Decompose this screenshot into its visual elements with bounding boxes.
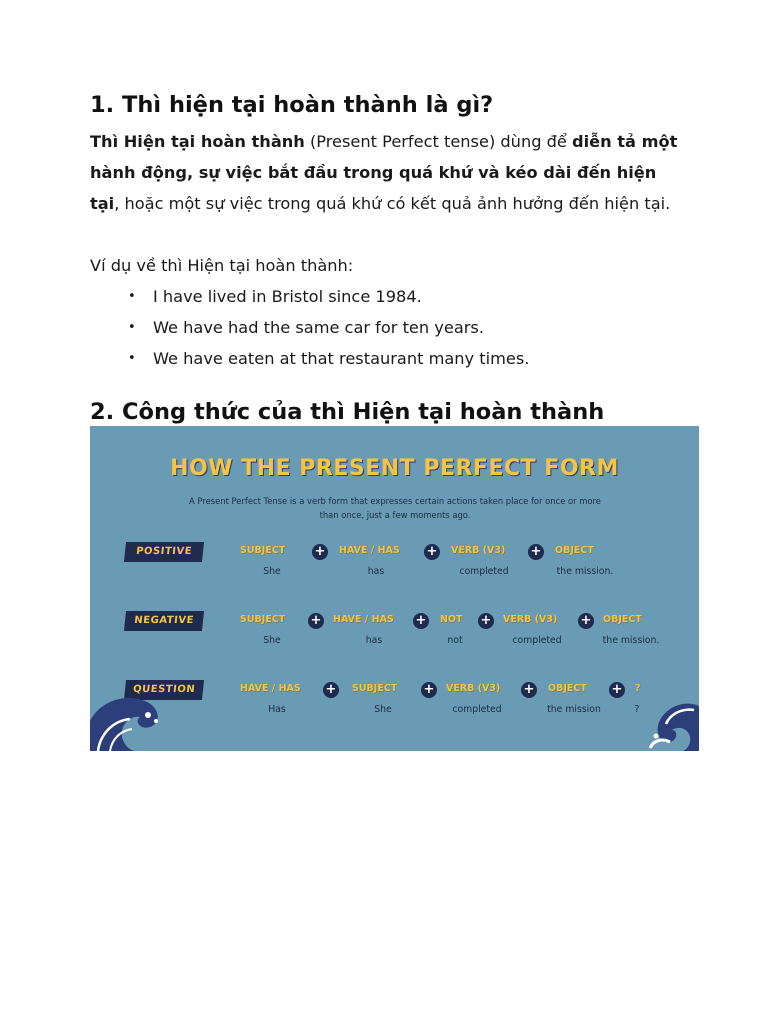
formula-part: HAVE / HAS <box>339 545 400 556</box>
row-label-question: QUESTION <box>124 680 204 700</box>
plus-icon: + <box>578 613 594 629</box>
definition-text-1: (Present Perfect tense) dùng để <box>304 132 573 151</box>
example-word: She <box>263 566 281 577</box>
plus-icon: + <box>421 682 437 698</box>
example-word: She <box>263 635 281 646</box>
formula-part: SUBJECT <box>240 614 286 625</box>
definition-bold-term: Thì Hiện tại hoàn thành <box>90 132 305 151</box>
plus-icon: + <box>413 613 429 629</box>
example-word: Has <box>268 704 286 715</box>
example-word: completed <box>452 704 502 715</box>
formula-part: SUBJECT <box>240 545 286 556</box>
plus-icon: + <box>478 613 494 629</box>
list-item: • We have had the same car for ten years. <box>90 312 529 343</box>
example-word: the mission. <box>556 566 614 577</box>
formula-part: ? <box>635 683 641 694</box>
formula-part: VERB (V3) <box>503 614 558 625</box>
plus-icon: + <box>308 613 324 629</box>
wave-left-icon <box>90 681 180 751</box>
definition-paragraph <box>90 126 690 219</box>
plus-icon: + <box>323 682 339 698</box>
example-word: completed <box>459 566 509 577</box>
example-intro: Ví dụ về thì Hiện tại hoàn thành: <box>90 256 354 275</box>
formula-part: HAVE / HAS <box>240 683 301 694</box>
infographic-description: A Present Perfect Tense is a verb form that expresses certain actions taken place for once or more than once, just a few moments ago. <box>189 496 601 520</box>
formula-part: OBJECT <box>603 614 642 625</box>
example-word: has <box>365 635 383 646</box>
formula-part: NOT <box>440 614 463 625</box>
plus-icon: + <box>312 544 328 560</box>
row-label-positive: POSITIVE <box>124 542 204 562</box>
example-word: the mission. <box>602 635 660 646</box>
definition-bold-meaning: diễn tả một hành động, sự việc bắt đầu trong quá khứ và kéo dài đến hiện tại <box>90 132 678 213</box>
formula-part: VERB (V3) <box>446 683 501 694</box>
list-item: • We have eaten at that restaurant many times. <box>90 343 529 374</box>
formula-part: VERB (V3) <box>451 545 506 556</box>
formula-part: SUBJECT <box>352 683 398 694</box>
section-1-heading: 1. Thì hiện tại hoàn thành là gì? <box>90 92 494 118</box>
infographic-title: HOW THE PRESENT PERFECT FORM <box>170 456 619 481</box>
plus-icon: + <box>609 682 625 698</box>
plus-icon: + <box>521 682 537 698</box>
formula-part: OBJECT <box>548 683 587 694</box>
example-word: not <box>447 635 463 646</box>
formula-part: HAVE / HAS <box>333 614 394 625</box>
example-list <box>90 281 529 374</box>
example-word: has <box>367 566 385 577</box>
wave-right-icon <box>630 696 699 751</box>
row-label-negative: NEGATIVE <box>124 611 204 631</box>
example-word: completed <box>512 635 562 646</box>
example-word: the mission <box>547 704 601 715</box>
definition-text-2: , hoặc một sự việc trong quá khứ có kết quả ảnh hưởng đến hiện tại. <box>114 194 671 213</box>
plus-icon: + <box>528 544 544 560</box>
example-word: ? <box>634 704 640 715</box>
example-word: She <box>374 704 392 715</box>
plus-icon: + <box>424 544 440 560</box>
list-item: • I have lived in Bristol since 1984. <box>90 281 529 312</box>
present-perfect-infographic <box>90 426 699 751</box>
formula-part: OBJECT <box>555 545 594 556</box>
section-2-heading: 2. Công thức của thì Hiện tại hoàn thành <box>90 399 605 425</box>
